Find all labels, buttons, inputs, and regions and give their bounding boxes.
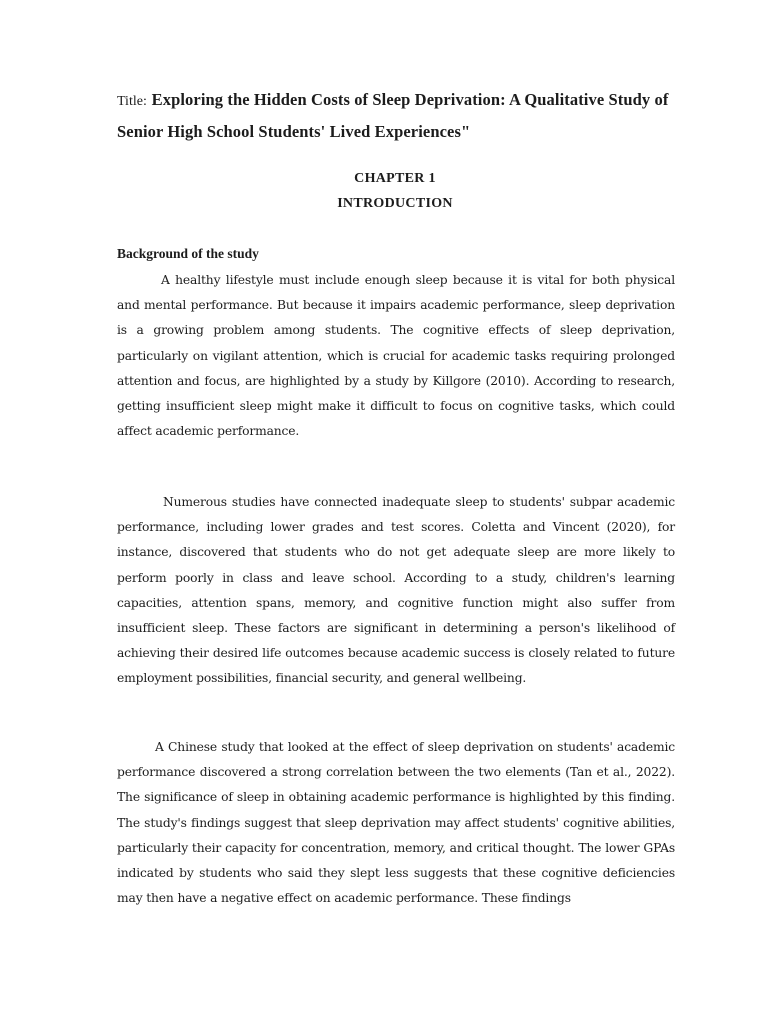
paragraph-3: A Chinese study that looked at the effect of sleep deprivation on students' academic performance discovered a strong correlation between the two elements (Tan et al., 2022). The significance of sleep in obtaining academic performance is highlighted by this finding. The study's findings suggest that sleep deprivation may affect students' cognitive abilities, particularly their capacity for concentration, memory, and critical thought. The lower GPAs indicated by students who said they slept less suggests that these cognitive deficiencies may then have a negative effect on academic performance. These findings [117,740,675,906]
section-heading: Background of the study [117,246,259,261]
chapter-title: INTRODUCTION [337,196,453,211]
document-title [117,85,677,147]
title-text: Exploring the Hidden Costs of Sleep Deprivation: A Qualitative Study of Senior High School Students' Lived Experiences" [117,90,669,141]
title-label: Title: [117,94,147,109]
paragraph-2: Numerous studies have connected inadequate sleep to students' subpar academic performance, including lower grades and test scores. Coletta and Vincent (2020), for instance, discovered that students who do not get adequate sleep are more likely to perform poorly in class and leave school. According to a study, children's learning capacities, attention spans, memory, and cognitive function might also suffer from insufficient sleep. These factors are significant in determining a person's likelihood of achieving their desired life outcomes because academic success is closely related to future employment possibilities, financial security, and general wellbeing. [117,495,675,686]
chapter-number: CHAPTER 1 [354,171,436,186]
paragraph-1: A healthy lifestyle must include enough sleep because it is vital for both physical and mental performance. But because it impairs academic performance, sleep deprivation is a growing problem among students. The cognitive effects of sleep deprivation, particularly on vigilant attention, which is crucial for academic tasks requiring prolonged attention and focus, are highlighted by a study by Killgore (2010). According to research, getting insufficient sleep might make it difficult to focus on cognitive tasks, which could affect academic performance. [117,273,675,439]
